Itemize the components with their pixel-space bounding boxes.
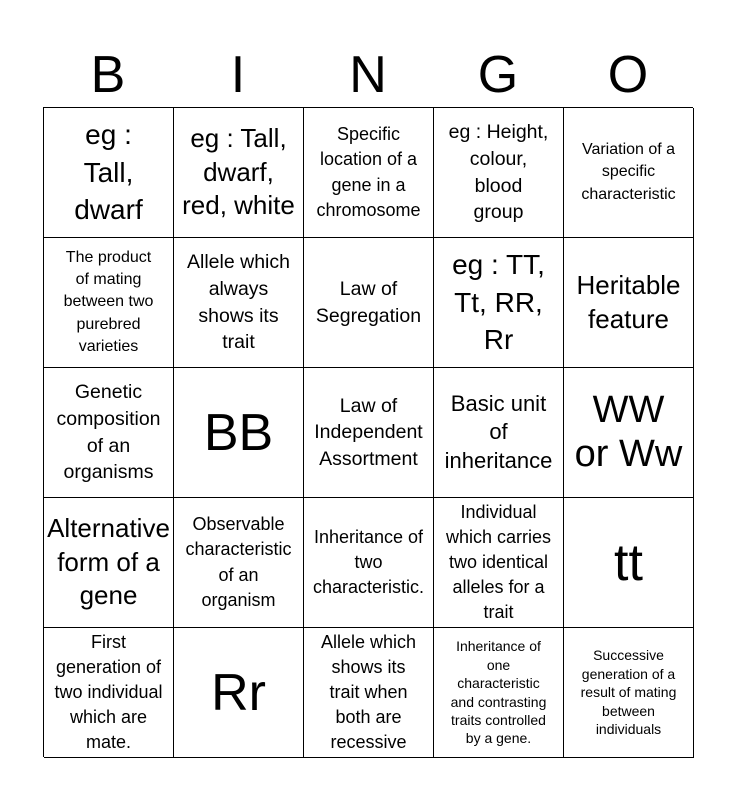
bingo-cell[interactable]: Specific location of a gene in a chromosome [304, 108, 434, 238]
bingo-cell[interactable]: BB [174, 368, 304, 498]
bingo-board [43, 107, 693, 757]
bingo-cell[interactable]: First generation of two individual which are mate. [44, 628, 174, 758]
header-letter-i: I [230, 46, 246, 104]
bingo-cell[interactable]: Law of Segregation [304, 238, 434, 368]
bingo-cell[interactable]: eg : TT, Tt, RR, Rr [434, 238, 564, 368]
bingo-cell[interactable]: Heritable feature [564, 238, 694, 368]
bingo-cell[interactable]: Variation of a specific characteristic [564, 108, 694, 238]
header-letter-n: N [349, 46, 387, 104]
bingo-cell[interactable]: Successive generation of a result of mating between individuals [564, 628, 694, 758]
bingo-cell[interactable]: WW or Ww [564, 368, 694, 498]
bingo-cell[interactable]: Allele which shows its trait when both are recessive [304, 628, 434, 758]
bingo-cell[interactable]: tt [564, 498, 694, 628]
bingo-header [43, 40, 693, 108]
header-letter-o: O [607, 46, 649, 104]
bingo-cell[interactable]: eg : Tall, dwarf [44, 108, 174, 238]
bingo-cell[interactable]: Rr [174, 628, 304, 758]
header-letter-b: B [90, 46, 126, 104]
bingo-cell[interactable]: eg : Tall, dwarf, red, white [174, 108, 304, 238]
bingo-cell[interactable]: The product of mating between two purebred varieties [44, 238, 174, 368]
header-letter-g: G [477, 46, 519, 104]
bingo-cell[interactable]: Observable characteristic of an organism [174, 498, 304, 628]
bingo-cell[interactable]: Inheritance of one characteristic and contrasting traits controlled by a gene. [434, 628, 564, 758]
bingo-cell[interactable]: Inheritance of two characteristic. [304, 498, 434, 628]
bingo-cell[interactable]: Law of Independent Assortment [304, 368, 434, 498]
bingo-cell[interactable]: Genetic composition of an organisms [44, 368, 174, 498]
bingo-cell[interactable]: eg : Height, colour, blood group [434, 108, 564, 238]
bingo-cell[interactable]: Allele which always shows its trait [174, 238, 304, 368]
bingo-cell[interactable]: Basic unit of inheritance [434, 368, 564, 498]
bingo-cell[interactable]: Individual which carries two identical alleles for a trait [434, 498, 564, 628]
bingo-cell[interactable]: Alternative form of a gene [44, 498, 174, 628]
